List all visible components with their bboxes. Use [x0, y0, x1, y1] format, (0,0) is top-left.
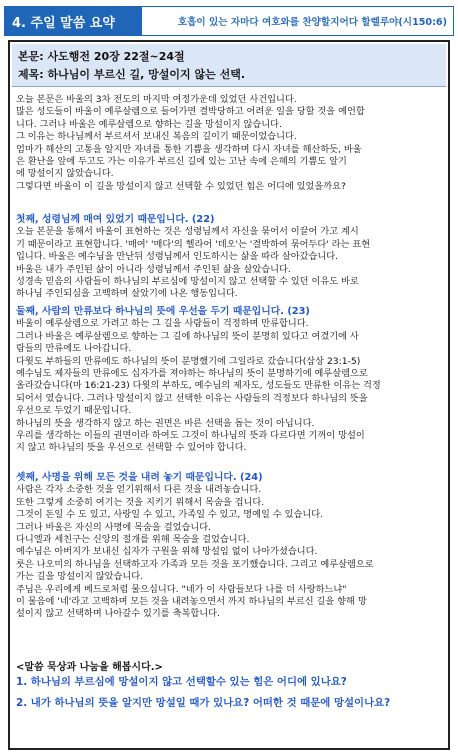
intro-paragraph [16, 94, 444, 193]
intro-line: 많은 성도들이 바울이 예루살렘으로 들어가면 결박당하고 어려운 일을 당할 것을 예언합 [16, 106, 365, 118]
section-line: 입니다. 바울은 예수님을 만난뒤 성령님께서 인도하시는 삶을 따라 살아갔습니다. [16, 251, 339, 263]
section-heading: 첫째, 성령님께 매여 있었기 때문입니다. (22) [16, 214, 215, 225]
section-line: 그러나 바울은 예루살렘으로 향하는 그 길에 하나님의 뜻이 분명히 있다고 여겼기에 사 [16, 330, 359, 342]
intro-line: 은 환난을 앞에 두고도 가는 이유가 부르신 길에 있는 고난 속에 은혜의 기쁨도 알기 [16, 156, 347, 168]
intro-line: 에 망설이지 않았습니다. [16, 168, 114, 180]
section-heading: 둘째, 사람의 만류보다 하나님의 뜻에 우선을 두기 때문입니다. (23) [16, 306, 310, 317]
section-line: 이 물음에 '네'라고 고백하며 모든 것을 내려놓으면서 까지 하나님의 부르신 길을 향해 망 [16, 596, 367, 608]
section-heading: 셋째, 사명을 위해 모든 것을 내려 놓기 때문입니다. (24) [16, 472, 263, 483]
sermon-card [8, 40, 450, 750]
section-line: 우선으로 두었기 때문입니다. [16, 405, 132, 417]
header-verse: 호흡이 있는 자마다 여호와를 찬양할지어다 할렐루야(시150:6) [142, 6, 454, 36]
intro-line: 오늘 본문은 바울의 3차 전도의 마지막 여정가운데 있었던 사건입니다. [16, 94, 297, 105]
section-line: 그러나 바울은 자신의 사명에 목숨을 걸었습니다. [16, 521, 212, 533]
section-header [4, 6, 454, 36]
section-line: 하나님 주인되심을 고백하며 살았기에 나온 행동입니다. [16, 288, 238, 300]
passage-line: 본문: 사도행전 20장 22절~24절 [18, 50, 185, 63]
section-line: 바울은 내가 주인된 삶이 아니라 성령님께서 주인된 삶을 살았습니다. [16, 263, 291, 275]
section-line: 예수님은 아버지가 보내신 십자가 구원을 위해 망설임 없이 나아가셨습니다. [16, 546, 318, 558]
section-line: 지 않고 하나님의 뜻을 우선으로 선택할 수 있어야 합니다. [16, 442, 247, 454]
section-line: 다니엘과 세친구는 신앙의 절개를 위해 목숨을 걸었습니다. [16, 534, 250, 546]
section-first [16, 214, 444, 301]
section-line: 설이지 않고 선택하며 나아갈수 있기를 축복합니다. [16, 608, 220, 620]
section-line: 다윗도 부하들의 만류에도 하나님의 뜻이 분명했기에 그일라로 갔습니다(삼상 23:1-5) [16, 355, 361, 367]
section-line: 그것이 돈일 수 도 있고, 사랑일 수 있고, 가족일 수 있고, 명예일 수 있습니다. [16, 509, 324, 521]
section-line: 오늘 본문을 통해서 바울이 표현하는 것은 성령님께서 자신을 묶어서 이끌어 가고 계시 [16, 226, 359, 238]
discussion-label: <말씀 묵상과 나눔을 해봅시다.> [16, 662, 163, 673]
discussion-question-2: 2. 내가 하나님의 뜻을 알지만 망설일 때가 있나요? 어떠한 것 때문에 망설이나요? [16, 696, 391, 709]
section-line: 하나님의 뜻을 생각하지 않고 하는 권면은 바른 선택을 돕는 것이 아닙니다. [16, 417, 315, 429]
section-line: 올라갔습니다(마 16:21-23) 다윗의 부하도, 예수님의 제자도, 성도들도 만류한 이유는 걱정 [16, 380, 381, 392]
section-tag: 4. 주일 말씀 요약 [4, 6, 142, 36]
section-line: 또한 그렇게 소중히 여기는 것을 지키기 위해서 목숨을 겁니다. [16, 496, 265, 508]
section-line: 바울이 예루살렘으로 가려고 하는 그 길을 사람들이 걱정하며 만류합니다. [16, 318, 309, 330]
intro-line: 그 이유는 하나님께서 부르셔서 보내신 복음의 길이기 때문이었습니다. [16, 131, 297, 143]
intro-line: 엄마가 해산의 고통을 알지만 자녀를 통한 기쁨을 생각하며 다시 자녀를 해산하듯, 바울 [16, 143, 362, 155]
section-line: 사람은 각자 소중한 것을 얻기위해서 다른 것을 내려놓습니다. [16, 484, 262, 496]
section-line: 람들의 만류에도 나아갑니다. [16, 343, 132, 355]
section-line: 주님은 우리에게 베드로처럼 물으십니다. "네가 이 사람들보다 나를 더 사랑하느냐" [16, 583, 347, 595]
section-line: 가는 길을 망설이지 않았습니다. [16, 571, 144, 583]
section-second [16, 306, 444, 455]
subject-line: 제목: 하나님이 부르신 길, 망설이지 않는 선택. [18, 68, 246, 81]
section-line: 룻은 나오미의 하나님을 선택하고자 가족과 모든 것을 포기했습니다. 그리고 예루살렘으로 [16, 558, 374, 570]
section-line: 우리를 생각하는 이들의 권면이라 하여도 그것이 하나님의 뜻과 다르다면 기꺼이 망설이 [16, 430, 365, 442]
intro-line: 니다. 그러나 바울은 예루살렘으로 향하는 길을 망설이지 않습니다. [16, 118, 282, 130]
section-line: 되어서 였습니다. 그러나 망설이지 않고 선택한 이유는 사람들의 걱정보다 하나님의 뜻을 [16, 392, 368, 404]
section-line: 성경속 믿음의 사람들이 하나님의 부르심에 망설이지 않고 선택할 수 있던 이유도 바로 [16, 276, 359, 288]
discussion-block [16, 662, 444, 709]
intro-line: 그렇다면 바울이 이 길을 망설이지 않고 선택할 수 있었던 힘은 어디에 있었을까요? [16, 180, 346, 192]
discussion-question-1: 1. 하나님의 부르심에 망설이지 않고 선택할수 있는 힘은 어디에 있나요? [16, 676, 347, 689]
section-line: 기 때문이라고 표현합니다. '매여' '매다'의 헬라어 '데오'는 '결박하여 묶어두다' 라는 표현 [16, 238, 371, 250]
section-third [16, 472, 444, 621]
title-box [12, 44, 446, 87]
section-line: 예수님도 제자들의 만류에도 십자가를 져야하는 하나님의 뜻이 분명하기에 예루살렘으로 [16, 368, 368, 380]
